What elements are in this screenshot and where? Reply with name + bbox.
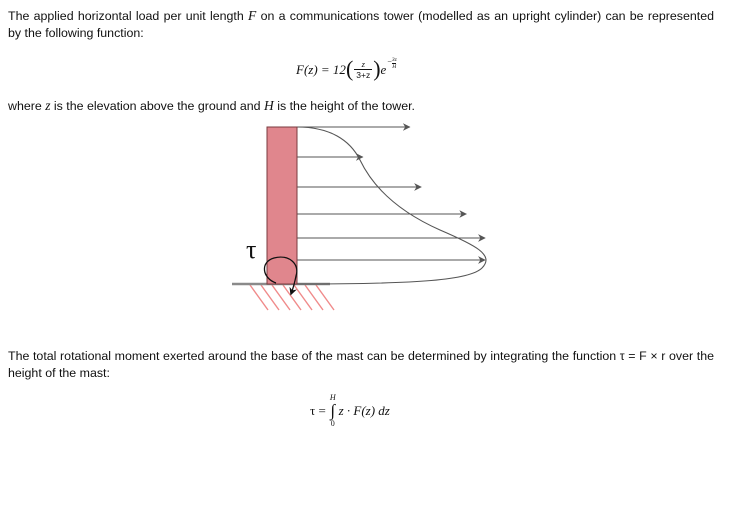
- where-text-a: where: [8, 99, 46, 113]
- equation-lhs: F(z) = 12: [296, 62, 346, 77]
- exponent-sign: −: [387, 56, 392, 66]
- var-F: F: [248, 8, 257, 23]
- hatch-line: [316, 285, 334, 310]
- hatch-line: [261, 285, 279, 310]
- euler-e: e: [380, 62, 387, 77]
- hatch-line: [294, 285, 312, 310]
- integral-lhs: τ =: [310, 402, 326, 418]
- hatch-line: [283, 285, 301, 310]
- moment-label: τ: [246, 235, 257, 264]
- load-arrows: [297, 127, 485, 260]
- integral-sign-with-limits: [330, 393, 336, 428]
- tower-cylinder: [267, 127, 297, 284]
- integrand: z · F(z) dz: [338, 402, 390, 418]
- var-H: H: [264, 98, 274, 113]
- left-paren: (: [345, 56, 354, 81]
- exponent-numerator: 3z: [391, 56, 397, 63]
- moment-formula: τ = F × r: [619, 349, 666, 363]
- integral-equation: [310, 393, 390, 428]
- moment-text-b: over the height of the mast:: [8, 349, 714, 380]
- hatch-line: [250, 285, 268, 310]
- hatch-line: [272, 285, 290, 310]
- ground-hatching: [250, 285, 334, 310]
- moment-text-a: The total rotational moment exerted around the base of the mast can be determined by integrating the function: [8, 349, 620, 363]
- hatch-line: [305, 285, 323, 310]
- exponent-denominator: H: [392, 63, 397, 70]
- fraction-numerator: z: [361, 59, 365, 69]
- moment-paragraph: [8, 348, 714, 382]
- where-text-c: is the height of the tower.: [273, 99, 415, 113]
- where-text-b: is the elevation above the ground and: [50, 99, 265, 113]
- integral-lower-limit: 0: [330, 419, 335, 428]
- integral-upper-limit: H: [329, 393, 336, 402]
- right-paren: ): [373, 56, 381, 81]
- intro-text-a: The applied horizontal load per unit length: [8, 9, 249, 23]
- fraction-denominator: 3+z: [356, 70, 371, 80]
- intro-text-b: on a communications tower (modelled as an upright cylinder) can be represented by the following function:: [8, 9, 714, 40]
- var-z: z: [45, 98, 51, 113]
- integral-sign: ∫: [330, 401, 336, 420]
